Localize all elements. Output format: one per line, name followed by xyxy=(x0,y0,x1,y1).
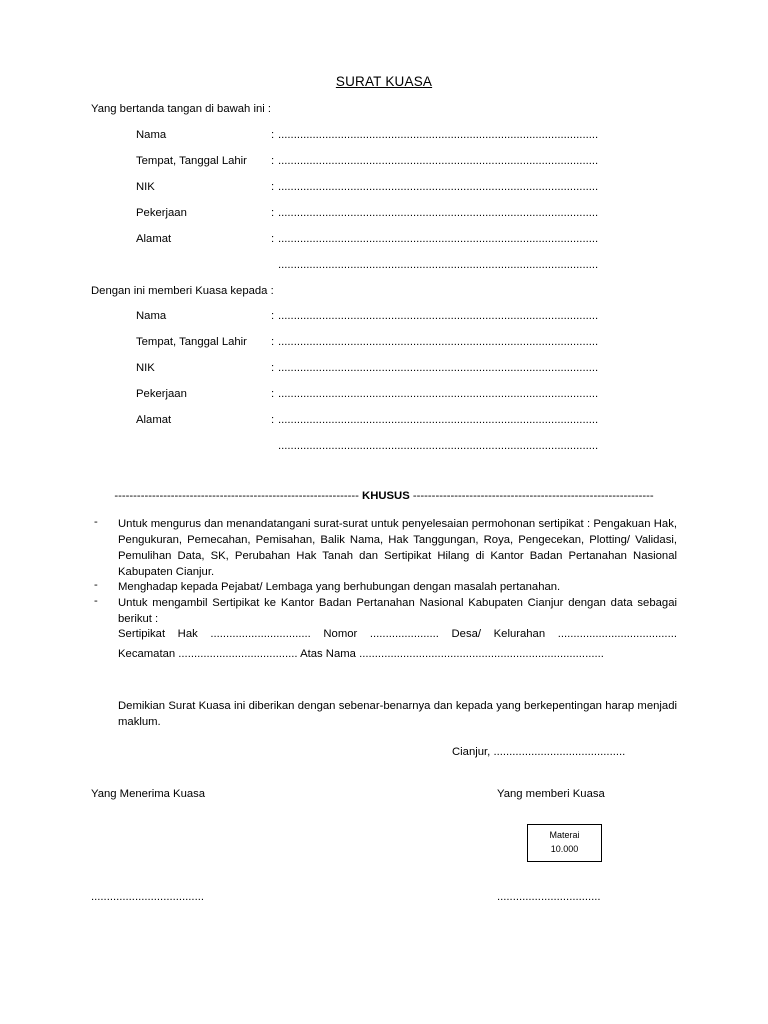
field-label: Pekerjaan xyxy=(136,388,187,400)
field-label: Tempat, Tanggal Lahir xyxy=(136,155,247,167)
closing-paragraph: Demikian Surat Kuasa ini diberikan dengan sebenar-benarnya dan kepada yang berkepentingan harap menjadi maklum. xyxy=(118,700,677,728)
field-dots: ...................................................................................................... xyxy=(278,129,599,141)
field-colon: : xyxy=(271,388,275,400)
stamp-value: 10.000 xyxy=(550,844,579,854)
field-dots: ...................................................................................................... xyxy=(278,414,599,426)
item-text: Untuk mengambil Sertipikat ke Kantor Badan Pertanahan Nasional Kabupaten Cianjur dengan data sebagai berikut : xyxy=(118,597,677,625)
field-colon: : xyxy=(271,207,275,219)
materai-stamp-box xyxy=(527,824,602,862)
field-label: NIK xyxy=(136,362,155,374)
document-title: SURAT KUASA xyxy=(335,74,433,89)
stamp-label: Materai xyxy=(549,830,580,840)
field-label: NIK xyxy=(136,181,155,193)
separator-dashes-left: ----------------------------------------------------------------- xyxy=(114,490,359,502)
kecamatan-line: Kecamatan ...................................... Atas Nama .............................................................................. xyxy=(118,648,604,660)
field-dots: ...................................................................................................... xyxy=(278,207,599,219)
field-label: Alamat xyxy=(136,414,172,426)
field-colon: : xyxy=(271,233,275,245)
field-label: Alamat xyxy=(136,233,172,245)
receiver-intro: Dengan ini memberi Kuasa kepada : xyxy=(91,285,274,297)
bullet-marker: - xyxy=(94,579,98,591)
field-label: Tempat, Tanggal Lahir xyxy=(136,336,247,348)
field-colon: : xyxy=(271,414,275,426)
receiver-signature-label: Yang Menerima Kuasa xyxy=(91,788,206,800)
field-colon: : xyxy=(271,310,275,322)
field-colon: : xyxy=(271,155,275,167)
field-dots: ...................................................................................................... xyxy=(278,362,599,374)
field-dots: ...................................................................................................... xyxy=(278,388,599,400)
field-dots: ...................................................................................................... xyxy=(278,155,599,167)
field-dots: ...................................................................................................... xyxy=(278,233,599,245)
separator-dashes-right: ---------------------------------------------------------------- xyxy=(412,490,654,502)
certificate-line: Sertipikat Hak ................................ Nomor ...................... Desa/ Kelurahan ...................................... xyxy=(118,628,677,640)
item-text: Untuk mengurus dan menandatangani surat-surat untuk penyelesaian permohonan sertipikat : Pengakuan Hak, Pengukuran, Pemecahan, Pemisahan, Balik Nama, Hak Tanggungan, Roya, Pengecekan, Plotting/ Validasi, Pemulihan Data, SK, Perubahan Hak Tanah dan Sertipikat Hilang di Kantor Badan Pertanahan Nasional Kabupaten Cianjur. xyxy=(118,518,677,578)
giver-signature-dots: ................................. xyxy=(497,891,601,903)
field-dots: ...................................................................................................... xyxy=(278,181,599,193)
receiver-signature-dots: .................................... xyxy=(91,891,204,903)
address-extra-dots: ...................................................................................................... xyxy=(278,259,599,271)
bullet-marker: - xyxy=(94,516,98,528)
address-extra-dots: ...................................................................................................... xyxy=(278,440,599,452)
field-label: Pekerjaan xyxy=(136,207,187,219)
field-colon: : xyxy=(271,336,275,348)
field-dots: ...................................................................................................... xyxy=(278,336,599,348)
field-dots: ...................................................................................................... xyxy=(278,310,599,322)
khusus-separator xyxy=(91,490,677,502)
field-colon: : xyxy=(271,129,275,141)
field-label: Nama xyxy=(136,310,167,322)
field-colon: : xyxy=(271,181,275,193)
field-label: Nama xyxy=(136,129,167,141)
bullet-marker: - xyxy=(94,595,98,607)
place-date: Cianjur, .......................................... xyxy=(452,746,626,758)
khusus-heading: KHUSUS xyxy=(362,490,410,502)
field-colon: : xyxy=(271,362,275,374)
giver-signature-label: Yang memberi Kuasa xyxy=(497,788,605,800)
intro-text: Yang bertanda tangan di bawah ini : xyxy=(91,103,272,115)
item-text: Menghadap kepada Pejabat/ Lembaga yang berhubungan dengan masalah pertanahan. xyxy=(118,581,561,593)
